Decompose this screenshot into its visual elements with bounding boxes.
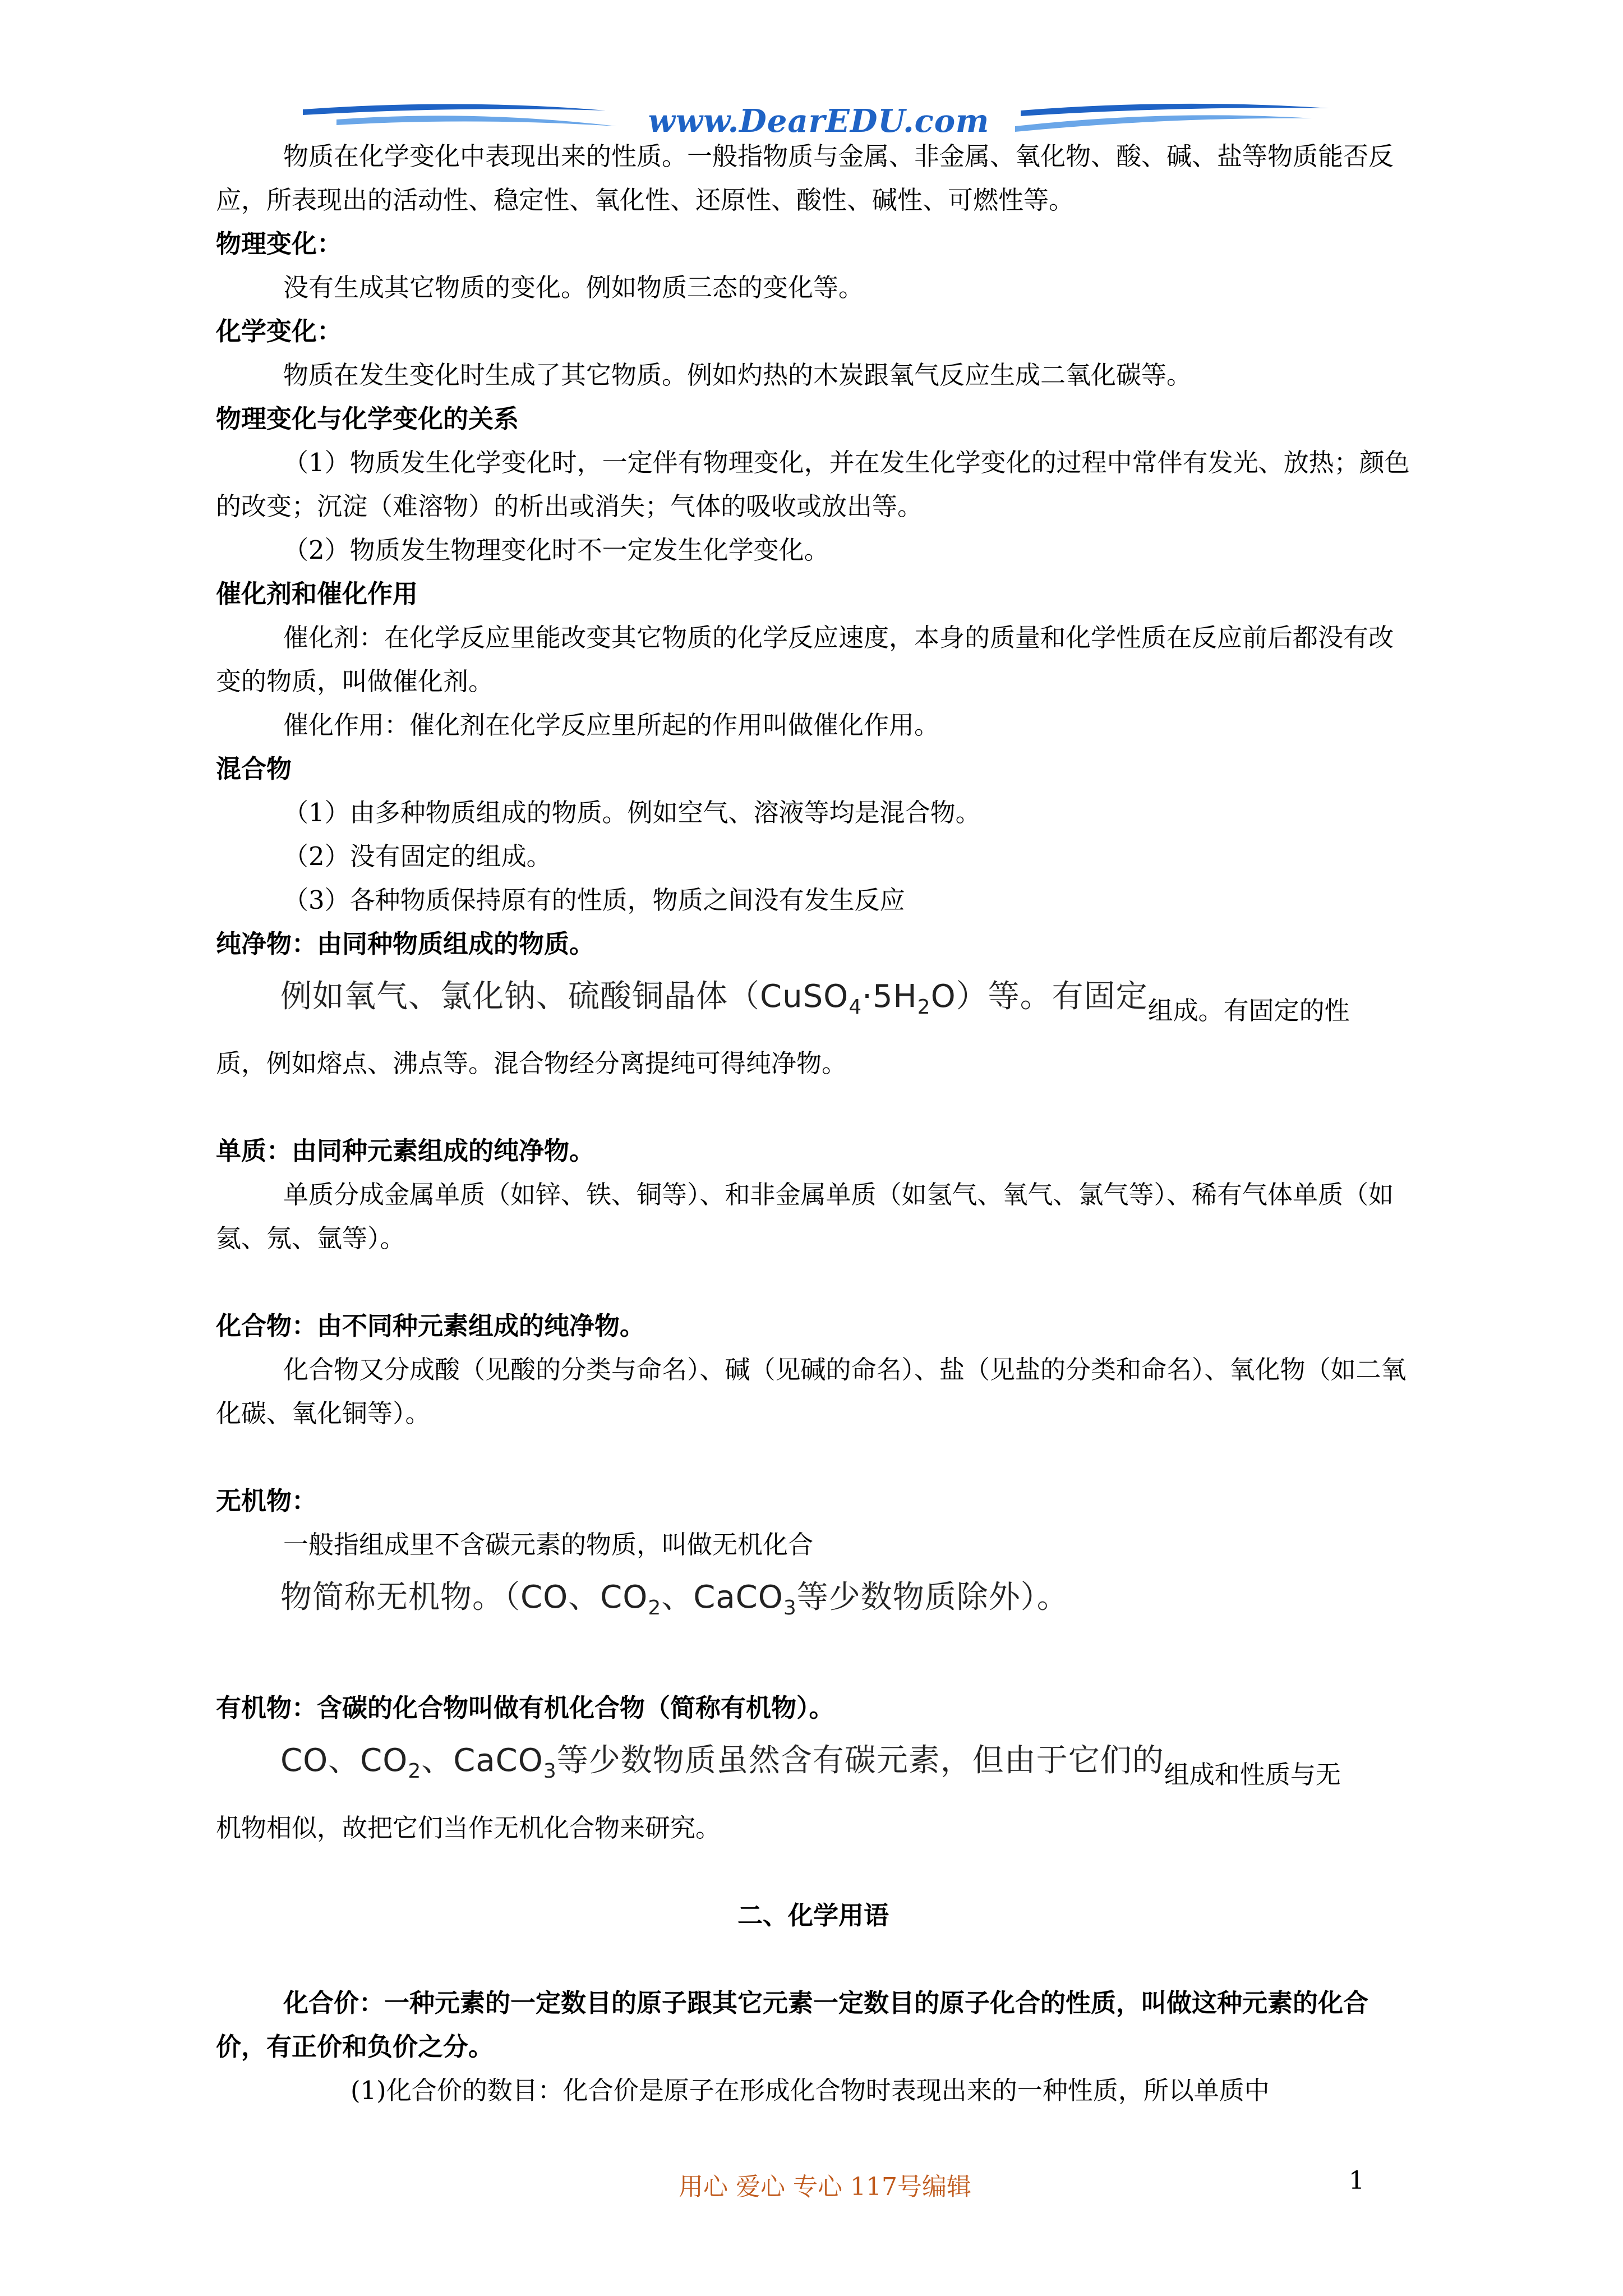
paragraph-catalyst-1: 催化剂：在化学反应里能改变其它物质的化学反应速度，本身的质量和化学性质在反应前后都没有改变的物质，叫做催化剂。 xyxy=(216,623,1394,696)
inorganic-image-line xyxy=(216,1567,1410,1642)
paragraph-compound: 化合物又分成酸（见酸的分类与命名）、碱（见碱的命名）、盐（见盐的分类和命名）、氧化物（如二氧化碳、氧化铜等）。 xyxy=(216,1355,1407,1429)
pure-substance-tail: 组成。有固定的性 xyxy=(1147,996,1350,1026)
paragraph-chemical-change: 物质在发生变化时生成了其它物质。例如灼热的木炭跟氧气反应生成二氧化碳等。 xyxy=(283,360,1192,390)
paragraph-element-substance: 单质分成金属单质（如锌、铁、铜等）、和非金属单质（如氢气、氧气、氯气等）、稀有气体单质（如氦、氖、氩等）。 xyxy=(216,1180,1394,1254)
heading-change-relation: 物理变化与化学变化的关系 xyxy=(216,404,519,434)
paragraph-pure-substance-cont: 质，例如熔点、沸点等。混合物经分离提纯可得纯净物。 xyxy=(216,1048,847,1079)
section-title: 二、化学用语 xyxy=(737,1900,889,1930)
site-name: www.DearEDU.com xyxy=(648,103,990,140)
paragraph-mixture-2: （2）没有固定的组成。 xyxy=(283,841,552,871)
pure-substance-image-text: 例如氧气、氯化钠、硫酸铜晶体$(CuSO_4\cdot 5H_2O)$等。有固定 xyxy=(280,978,1148,1019)
paragraph-chemical-property: 物质在化学变化中表现出来的性质。一般指物质与金属、非金属、氧化物、酸、碱、盐等物质能否反应，所表现出的活动性、稳定性、氧化性、还原性、酸性、碱性、可燃性等。 xyxy=(216,141,1394,215)
pure-substance-image-line xyxy=(216,966,1410,1042)
heading-mixture: 混合物 xyxy=(216,754,292,784)
paragraph-relation-2: （2）物质发生物理变化时不一定发生化学变化。 xyxy=(283,535,829,565)
organic-image-text: CO、$CO_2$、CaCO$_3$等少数物质虽然含有碳元素，但由于它们的 xyxy=(280,1742,1164,1783)
inorganic-image-text: 物简称无机物。（CO、$CO_2$、CaCO$_3$等少数物质除外）。 xyxy=(280,1579,1069,1620)
heading-inorganic: 无机物： xyxy=(216,1486,317,1516)
paragraph-physical-change: 没有生成其它物质的变化。例如物质三态的变化等。 xyxy=(283,273,864,302)
organic-tail: 组成和性质与无 xyxy=(1164,1760,1341,1790)
paragraph-inorganic: 一般指组成里不含碳元素的物质，叫做无机化合 xyxy=(283,1530,814,1560)
heading-chemical-change: 化学变化： xyxy=(216,316,343,346)
heading-compound: 化合物：由不同种元素组成的纯净物。 xyxy=(216,1311,645,1341)
paragraph-valence-1: (1)化合价的数目：化合价是原子在形成化合物时表现出来的一种性质，所以单质中 xyxy=(351,2075,1270,2105)
heading-organic: 有机物：含碳的化合物叫做有机化合物（简称有机物）。 xyxy=(216,1693,834,1723)
paragraph-mixture-1: （1）由多种物质组成的物质。例如空气、溶液等均是混合物。 xyxy=(283,798,981,827)
paragraph-valence: 化合价：一种元素的一定数目的原子跟其它元素一定数目的原子化合的性质，叫做这种元素的化合价，有正价和负价之分。 xyxy=(216,1987,1369,2062)
heading-physical-change: 物理变化： xyxy=(216,229,343,259)
paragraph-mixture-3: （3）各种物质保持原有的性质，物质之间没有发生反应 xyxy=(283,885,905,915)
paragraph-catalyst-2: 催化作用：催化剂在化学反应里所起的作用叫做催化作用。 xyxy=(283,710,940,740)
heading-pure-substance: 纯净物：由同种物质组成的物质。 xyxy=(216,929,595,959)
organic-image-line xyxy=(216,1730,1410,1806)
paragraph-organic-cont: 机物相似，故把它们当作无机化合物来研究。 xyxy=(216,1812,721,1843)
heading-catalyst: 催化剂和催化作用 xyxy=(216,579,418,609)
footer-slogan: 用心 爱心 专心 117号编辑 xyxy=(679,2173,971,2201)
document-body xyxy=(216,135,1410,2113)
paragraph-relation-1: （1）物质发生化学变化时，一定伴有物理变化，并在发生化学变化的过程中常伴有发光、放热；颜色的改变；沉淀（难溶物）的析出或消失；气体的吸收或放出等。 xyxy=(216,448,1410,521)
heading-element-substance: 单质：由同种元素组成的纯净物。 xyxy=(216,1136,595,1166)
page-number: 1 xyxy=(1349,2166,1364,2195)
